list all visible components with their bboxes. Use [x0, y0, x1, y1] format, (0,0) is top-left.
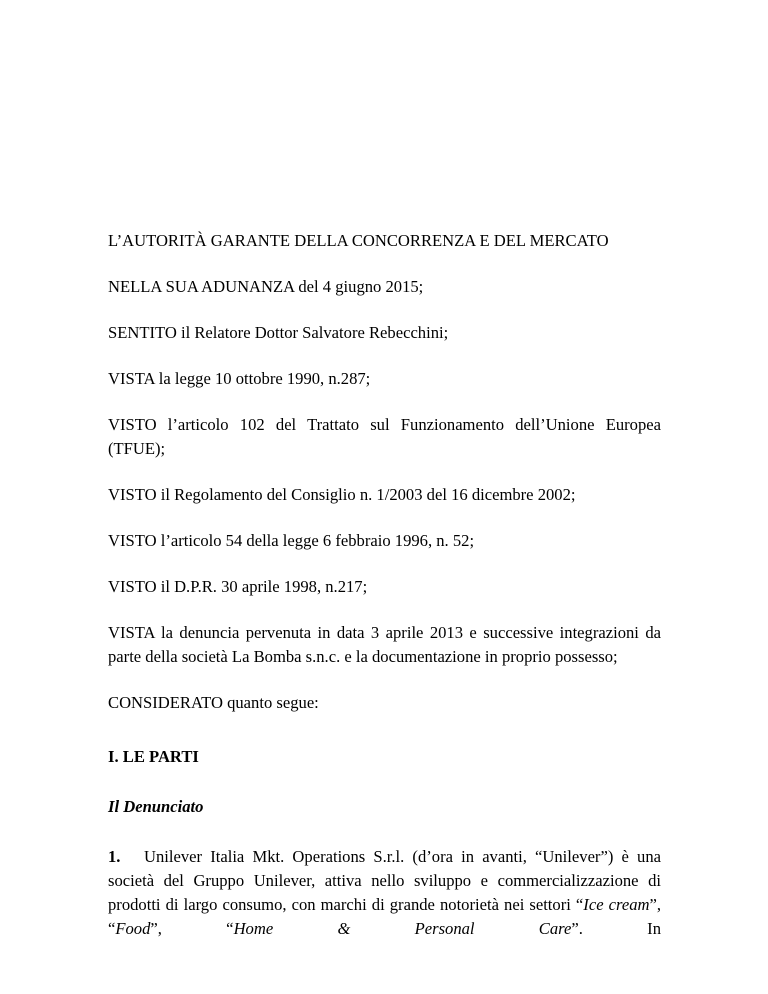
paragraph-1-text-a: Unilever Italia Mkt. Operations S.r.l. (d’ora in avanti, “Unilever”) è una società del Gruppo Unilever, attiva nello sviluppo e commercializzazione di prodotti di largo consumo, con marchi di grande notorietà nei settori “	[108, 847, 661, 914]
preamble-adunanza: NELLA SUA ADUNANZA del 4 giugno 2015;	[108, 277, 424, 296]
term-home-personal-care: Home & Personal Care	[233, 919, 572, 938]
document-page	[108, 229, 661, 963]
section-heading: I. LE PARTI	[108, 747, 199, 766]
term-food: Food	[115, 919, 151, 938]
subsection-heading: Il Denunciato	[108, 797, 204, 816]
document-title: L’AUTORITÀ GARANTE DELLA CONCORRENZA E DEL MERCATO	[108, 231, 609, 250]
preamble-legge-52: VISTO l’articolo 54 della legge 6 febbraio 1996, n. 52;	[108, 531, 475, 550]
paragraph-1	[108, 845, 661, 941]
paragraph-number: 1.	[108, 847, 121, 866]
preamble-tfue: VISTO l’articolo 102 del Trattato sul Funzionamento dell’Unione Europea (TFUE);	[108, 415, 661, 458]
preamble-regolamento: VISTO il Regolamento del Consiglio n. 1/2003 del 16 dicembre 2002;	[108, 485, 576, 504]
term-ice-cream: Ice cream	[583, 895, 650, 914]
paragraph-1-text-d: ”. In	[571, 919, 661, 938]
preamble-dpr: VISTO il D.P.R. 30 aprile 1998, n.217;	[108, 577, 368, 596]
preamble-denuncia: VISTA la denuncia pervenuta in data 3 aprile 2013 e successive integrazioni da parte della società La Bomba s.n.c. e la documentazione in proprio possesso;	[108, 623, 661, 666]
preamble-legge-287: VISTA la legge 10 ottobre 1990, n.287;	[108, 369, 371, 388]
preamble-relatore: SENTITO il Relatore Dottor Salvatore Rebecchini;	[108, 323, 449, 342]
preamble-considerato: CONSIDERATO quanto segue:	[108, 693, 319, 712]
paragraph-1-text-b: ”, “	[108, 895, 661, 938]
paragraph-1-text-c: ”, “	[150, 919, 234, 938]
